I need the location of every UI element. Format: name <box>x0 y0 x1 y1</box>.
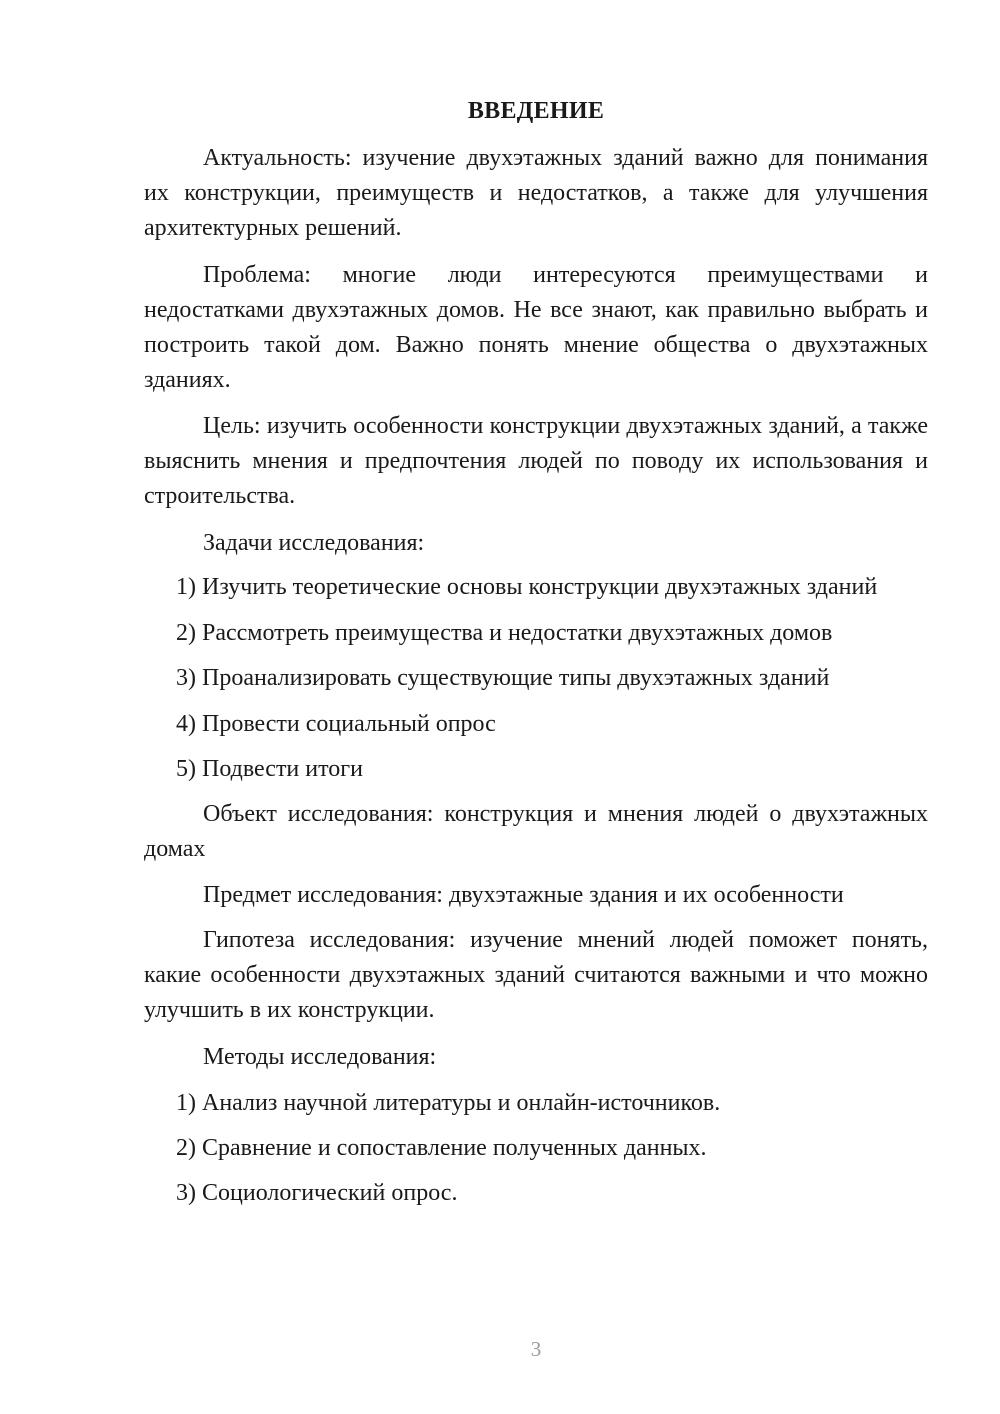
document-page <box>144 0 928 1414</box>
problem-paragraph: Проблема: многие люди интересуются преимуществами и недостатками двухэтажных домов. Не все знают, как правильно выбрать и построить такой дом. Важно понять мнение общества о двухэтажных зданиях. <box>144 262 928 393</box>
task-item-4: 4) Провести социальный опрос <box>176 711 496 737</box>
method-item-1: 1) Анализ научной литературы и онлайн-источников. <box>176 1090 721 1116</box>
methods-title: Методы исследования: <box>203 1044 437 1070</box>
object-paragraph: Объект исследования: конструкция и мнения людей о двухэтажных домах <box>144 801 928 862</box>
relevance-paragraph: Актуальность: изучение двухэтажных зданий важно для понимания их конструкции, преимуществ и недостатков, а также для улучшения архитектурных решений. <box>144 145 928 241</box>
section-heading: ВВЕДЕНИЕ <box>467 98 605 124</box>
subject-paragraph: Предмет исследования: двухэтажные здания и их особенности <box>203 882 844 908</box>
method-item-2: 2) Сравнение и сопоставление полученных данных. <box>176 1135 707 1161</box>
method-item-3: 3) Социологический опрос. <box>176 1180 458 1206</box>
task-item-2: 2) Рассмотреть преимущества и недостатки двухэтажных домов <box>176 620 833 646</box>
task-item-1: 1) Изучить теоретические основы конструкции двухэтажных зданий <box>176 574 878 600</box>
page-number: 3 <box>530 1337 542 1361</box>
hypothesis-paragraph: Гипотеза исследования: изучение мнений людей поможет понять, какие особенности двухэтажных зданий считаются важными и что можно улучшить в их конструкции. <box>144 927 928 1023</box>
task-item-5: 5) Подвести итоги <box>176 756 363 782</box>
task-item-3: 3) Проанализировать существующие типы двухэтажных зданий <box>176 665 830 691</box>
goal-paragraph: Цель: изучить особенности конструкции двухэтажных зданий, а также выяснить мнения и предпочтения людей по поводу их использования и строительства. <box>144 413 928 509</box>
tasks-title: Задачи исследования: <box>203 530 425 556</box>
